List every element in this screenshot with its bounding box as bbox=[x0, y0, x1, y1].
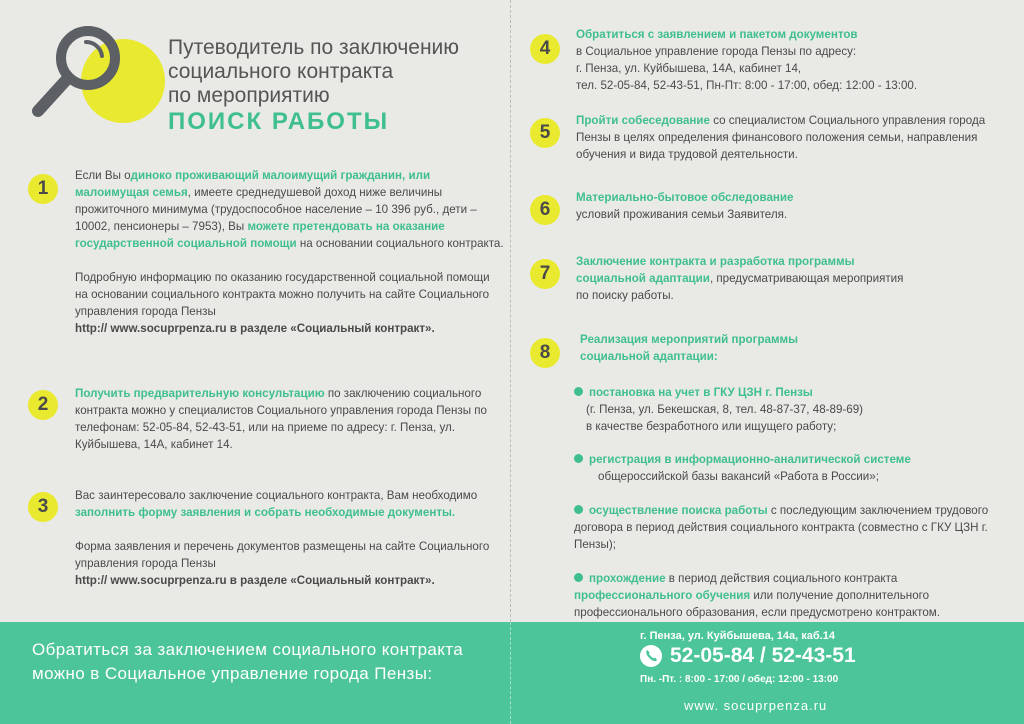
bullet-dot-icon bbox=[574, 505, 583, 514]
step-4-line-d: тел. 52-05-84, 52-43-51, Пн-Пт: 8:00 - 17:00, обед: 12:00 - 13:00. bbox=[576, 79, 918, 92]
page-title bbox=[168, 36, 459, 134]
title-highlight: ПОИСК РАБОТЫ bbox=[168, 108, 390, 135]
footer-line-1: Обратиться за заключением социального контракта bbox=[32, 640, 464, 659]
step-5-text-b: со специалистом Социального управления города Пензы в целях определения финансового положения семьи, направления обучения и вида трудовой деятельности. bbox=[576, 114, 986, 161]
step-2-text-b: по заключению социального контракта можно у специалистов Социального управления города Пензы по телефонам: 52-05-84, 52-43-51, или на приеме по адресу: г. Пенза, ул. Куйбышева, 14А, кабинет 14. bbox=[75, 387, 487, 451]
step-8-item-4 bbox=[574, 570, 1014, 621]
title-line-1: Путеводитель по заключению bbox=[168, 36, 460, 59]
footer-phones bbox=[640, 644, 856, 668]
footer-divider bbox=[510, 622, 511, 724]
step-2-highlight: Получить предварительную консультацию bbox=[75, 387, 325, 400]
step-8-item-2-highlight: регистрация в информационно-аналитической системе bbox=[589, 453, 911, 466]
step-8-item-4-highlight-1: прохождение bbox=[589, 572, 666, 585]
step-8-highlight: Реализация мероприятий программы социальной адаптации: bbox=[580, 333, 799, 363]
step-6-line-b: условий проживания семьи Заявителя. bbox=[576, 208, 788, 221]
step-1-text bbox=[75, 167, 505, 337]
step-8-item-4-b: в период действия социального контракта bbox=[665, 572, 898, 585]
step-4-line-b: в Социальное управление города Пензы по адресу: bbox=[576, 45, 857, 58]
step-8-item-3-highlight: осуществление поиска работы bbox=[589, 504, 768, 517]
title-line-3: по мероприятию bbox=[168, 84, 330, 107]
step-1-highlight-2: можете претендовать на оказание государственной социальной помощи bbox=[75, 220, 445, 250]
footer-address: г. Пенза, ул. Куйбышева, 14а, каб.14 bbox=[640, 630, 835, 642]
step-8-item-1-c: в качестве безработного или ищущего работу; bbox=[586, 420, 837, 433]
step-1-text-c: , имеете среднедушевой доход ниже величины прожиточного минимума (трудоспособное население – 10 396 руб., дети – 10002, пенсионеры – 7953), Вы bbox=[75, 186, 477, 233]
step-2-number: 2 bbox=[28, 390, 58, 420]
step-3-text-a: Вас заинтересовало заключение социального контракта, Вам необходимо bbox=[75, 489, 478, 502]
step-8-item-3 bbox=[574, 502, 1014, 553]
step-8-item-1 bbox=[574, 384, 1014, 435]
step-3-link[interactable]: http:// www.socuprpenza.ru в разделе «Социальный контракт». bbox=[75, 574, 435, 587]
phone-icon bbox=[640, 645, 662, 667]
step-8-number: 8 bbox=[530, 338, 560, 368]
step-8-title bbox=[580, 331, 850, 365]
step-1-link[interactable]: http:// www.socuprpenza.ru в разделе «Социальный контракт». bbox=[75, 322, 435, 335]
bullet-dot-icon bbox=[574, 387, 583, 396]
step-8-item-2-b: общероссийской базы вакансий «Работа в России»; bbox=[598, 470, 879, 483]
step-8-item-4-d: или получение дополнительного профессионального образования, если предусмотрено контрактом. bbox=[574, 589, 940, 619]
step-8-item-2 bbox=[574, 451, 1014, 485]
step-8-item-3-b: с последующим заключением трудового договора в период действия социального контракта (совместно с ГКУ ЦЗН г. Пензы); bbox=[574, 504, 989, 551]
step-8-item-1-highlight: постановка на учет в ГКУ ЦЗН г. Пензы bbox=[589, 386, 813, 399]
step-3-highlight: заполнить форму заявления и собрать необходимые документы. bbox=[75, 506, 456, 519]
step-7-highlight: Заключение контракта и разработка программы социальной адаптации bbox=[576, 255, 855, 285]
step-3-text bbox=[75, 487, 495, 589]
step-4-number: 4 bbox=[530, 34, 560, 64]
footer-phone-numbers[interactable]: 52-05-84 / 52-43-51 bbox=[670, 644, 856, 667]
step-6-text bbox=[576, 189, 996, 223]
step-1-text-a: Если Вы о bbox=[75, 169, 131, 182]
magnifier-icon bbox=[28, 16, 168, 126]
step-4-highlight: Обратиться с заявлением и пакетом документов bbox=[576, 28, 858, 41]
step-5-number: 5 bbox=[530, 118, 560, 148]
footer-line-2: можно в Социальное управление города Пензы: bbox=[32, 664, 433, 683]
step-6-number: 6 bbox=[530, 195, 560, 225]
step-7-text-b: , предусматривающая мероприятия по поиску работы. bbox=[576, 272, 904, 302]
step-8-item-4-highlight-2: профессионального обучения bbox=[574, 589, 751, 602]
bullet-dot-icon bbox=[574, 573, 583, 582]
step-3-info: Форма заявления и перечень документов размещены на сайте Социального управления города Пензы bbox=[75, 540, 490, 570]
step-3-number: 3 bbox=[28, 492, 58, 522]
step-1-info: Подробную информацию по оказанию государственной социальной помощи на основании социального контракта можно получить на сайте Социального управления города Пензы bbox=[75, 271, 490, 318]
footer-website-link[interactable]: www. socuprpenza.ru bbox=[684, 698, 828, 713]
step-1-highlight-1: диноко проживающий малоимущий гражданин, или малоимущая семья bbox=[75, 169, 431, 199]
footer bbox=[0, 622, 1024, 724]
step-2-text bbox=[75, 385, 495, 453]
step-4-line-c: г. Пенза, ул. Куйбышева, 14А, кабинет 14, bbox=[576, 62, 802, 75]
step-7-number: 7 bbox=[530, 259, 560, 289]
footer-hours: Пн. -Пт. : 8:00 - 17:00 / обед: 12:00 - 13:00 bbox=[640, 674, 839, 685]
step-7-text bbox=[576, 253, 906, 304]
step-6-highlight: Материально-бытовое обследование bbox=[576, 191, 794, 204]
step-4-text bbox=[576, 26, 996, 94]
step-5-text bbox=[576, 112, 1006, 163]
footer-contact-text bbox=[32, 638, 492, 686]
bullet-dot-icon bbox=[574, 454, 583, 463]
step-1-number: 1 bbox=[28, 174, 58, 204]
step-1-text-e: на основании социального контракта. bbox=[296, 237, 504, 250]
title-line-2: социального контракта bbox=[168, 60, 394, 83]
step-5-highlight: Пройти собеседование bbox=[576, 114, 710, 127]
center-divider bbox=[510, 0, 511, 622]
step-8-item-1-b: (г. Пенза, ул. Бекешская, 8, тел. 48-87-37, 48-89-69) bbox=[586, 403, 864, 416]
